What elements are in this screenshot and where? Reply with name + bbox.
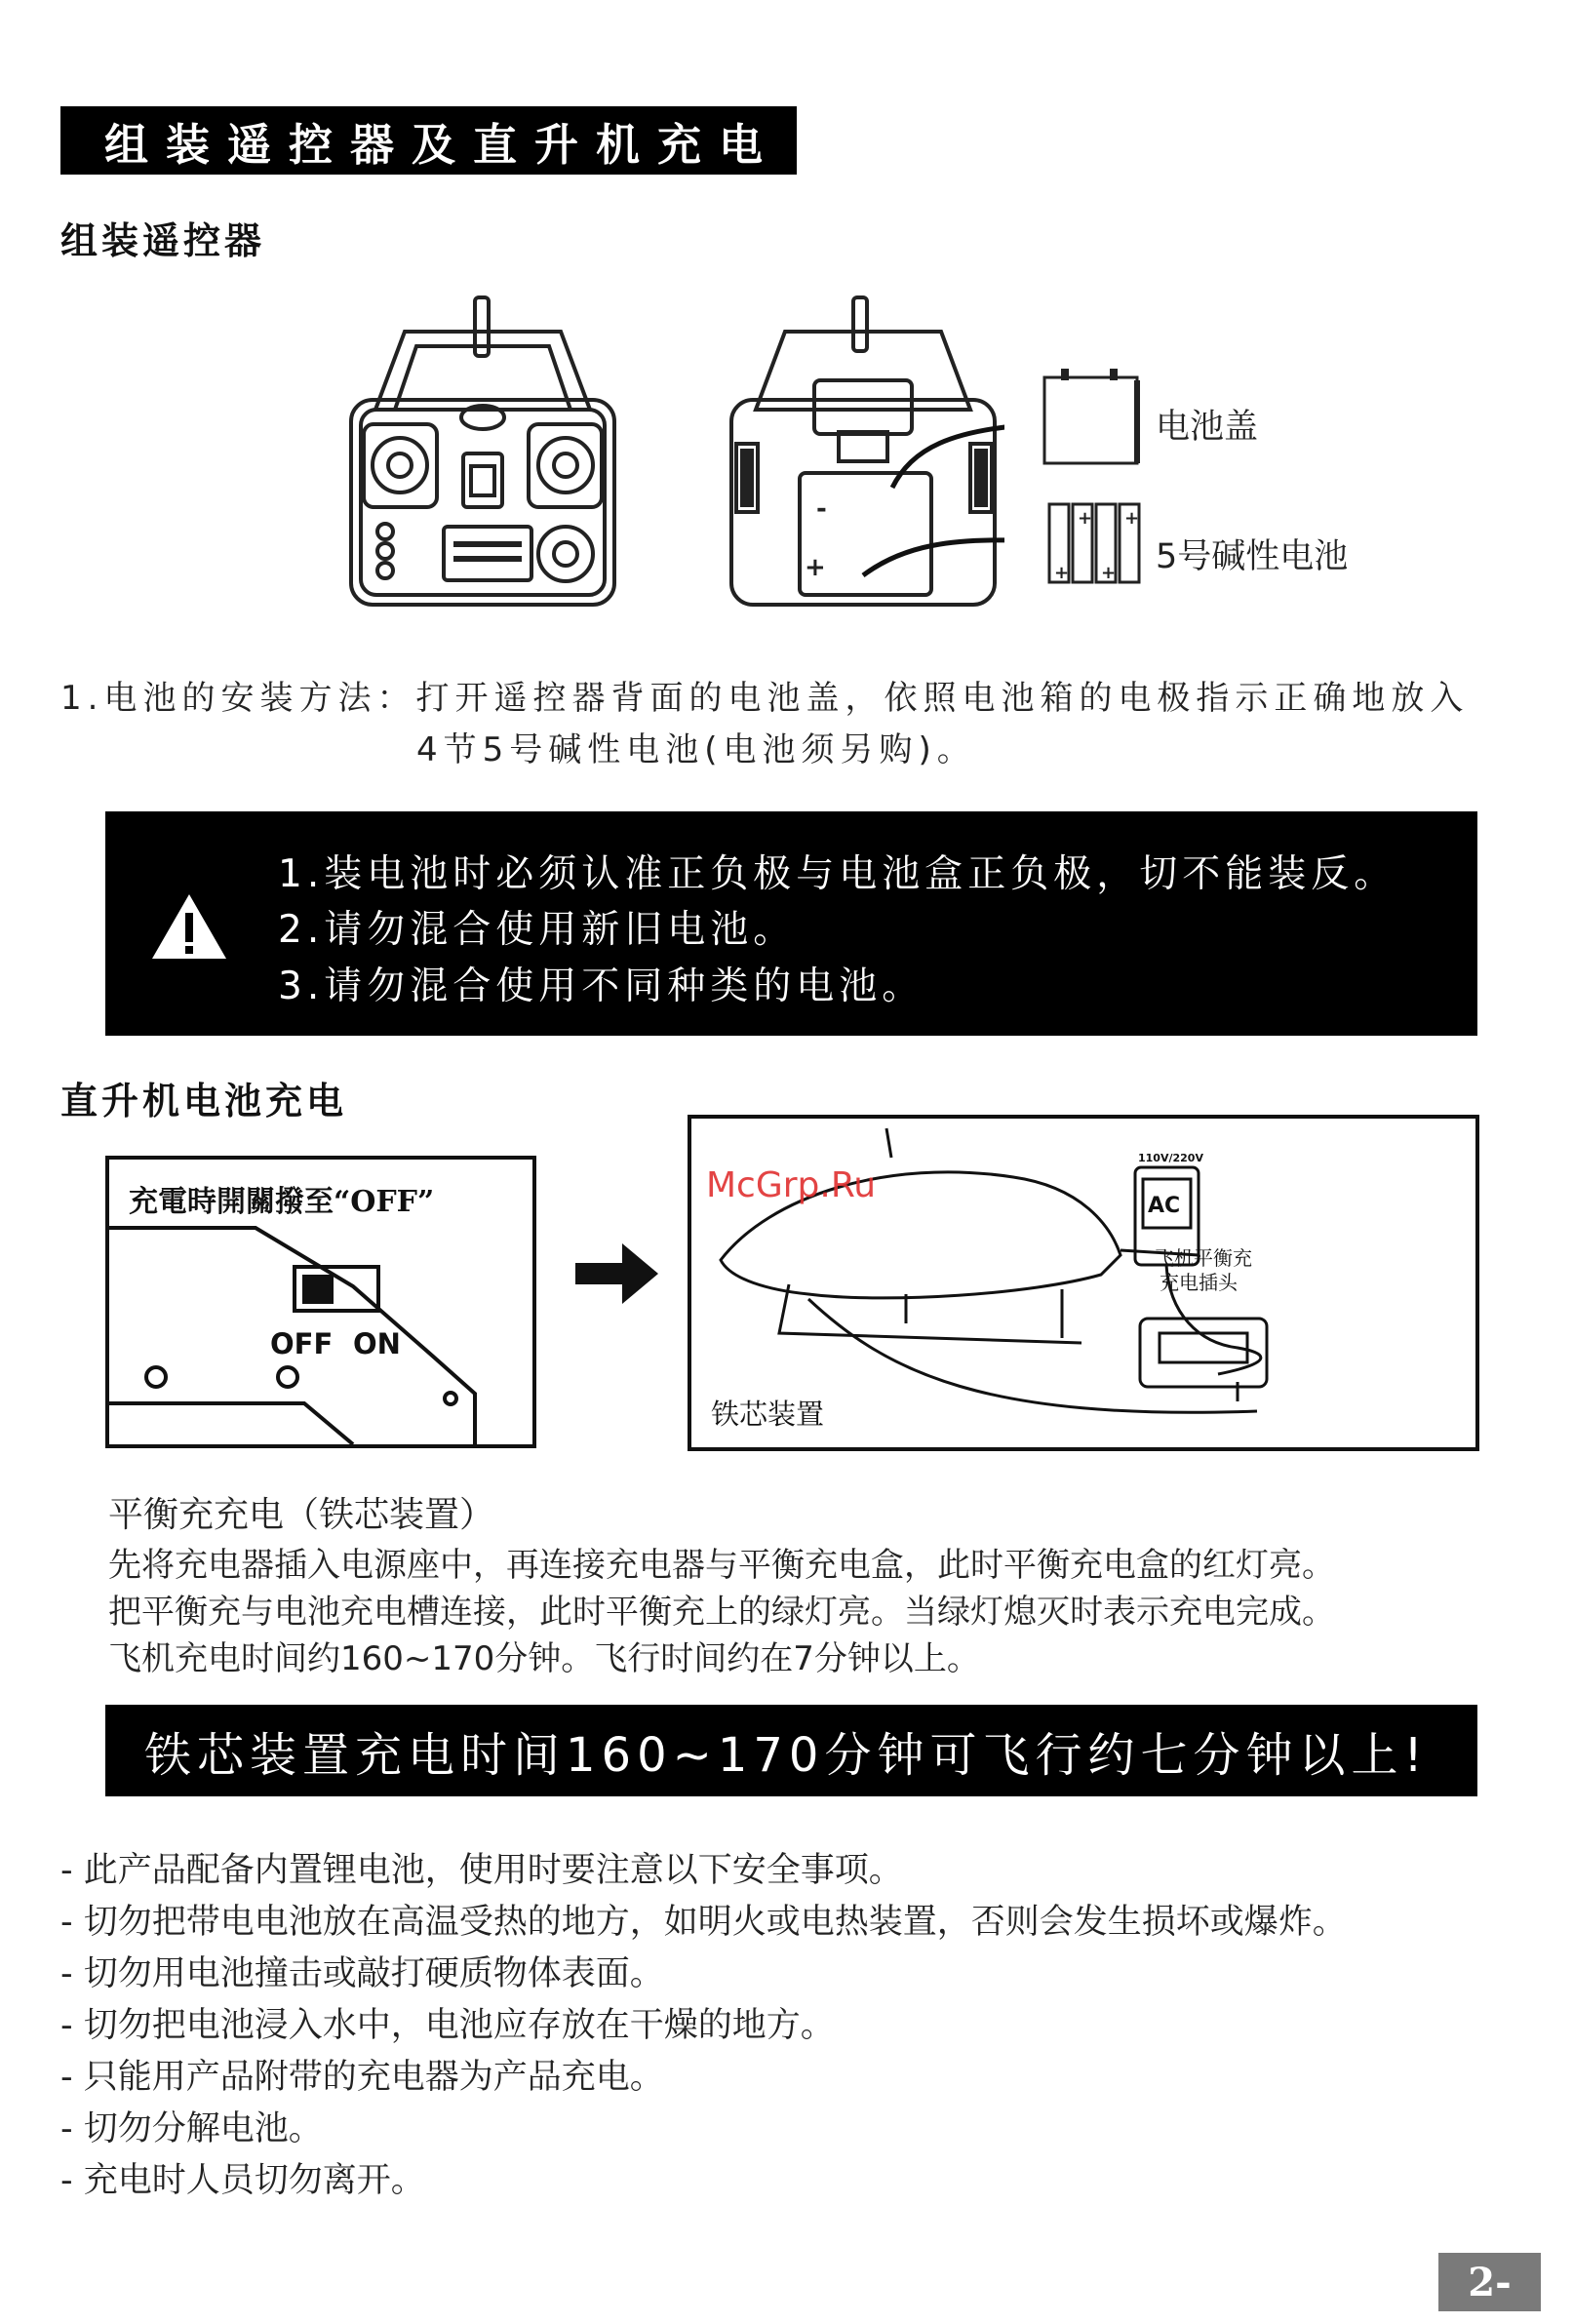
safety-item: - 充电时人员切勿离开。 [60,2161,425,2200]
switch-panel-drawing [109,1160,532,1444]
helicopter-charging-drawing [691,1119,1475,1447]
svg-text:-: - [816,494,827,524]
balance-charge-title: 平衡充充电（铁芯装置） [108,1495,495,1535]
aa-batteries-icon [1046,500,1144,588]
switch-panel-title: 充電時開關撥至“OFF” [129,1185,435,1219]
section-title-bar [60,106,797,175]
watermark-text: McGrp.Ru [706,1165,877,1205]
plug-label-line2: 充电插头 [1160,1271,1238,1294]
warning-triangle-icon [149,891,229,962]
safety-item: - 切勿把带电电池放在高温受热的地方，如明火或电热装置，否则会发生损坏或爆炸。 [60,1903,1347,1942]
balance-charge-line2: 把平衡充与电池充电槽连接，此时平衡充上的绿灯亮。当绿灯熄灭时表示充电完成。 [108,1593,1335,1632]
balance-charge-line1: 先将充电器插入电源座中，再连接充电器与平衡充电盒，此时平衡充电盒的红灯亮。 [108,1546,1335,1585]
warning-box [105,811,1477,1036]
warning-line-3: 3.请勿混合使用不同种类的电池。 [278,965,925,1008]
svg-text:+: + [1101,563,1117,583]
helicopter-charging-panel [688,1115,1479,1451]
safety-item: - 只能用产品附带的充电器为产品充电。 [60,2058,664,2097]
svg-text:+: + [1124,508,1140,529]
balance-charge-line3: 飞机充电时间约160~170分钟。飞行时间约在7分钟以上。 [108,1639,980,1678]
svg-text:+: + [805,553,826,582]
remote-back-illustration [727,293,1004,610]
plug-label-line1: 飞机平衡充 [1155,1246,1252,1270]
power-switch-panel [105,1156,536,1448]
remote-front-illustration [346,293,619,610]
step1-line1: 1.电池的安装方法：打开遥控器背面的电池盖，依照电池箱的电极指示正确地放入 [60,679,1470,718]
section-title: 组装遥控器及直升机充电 [104,118,781,171]
svg-text:+: + [1078,508,1093,529]
right-arrow-icon [575,1243,658,1304]
charge-time-highlight: 铁芯装置充电时间160~170分钟可飞行约七分钟以上! [144,1727,1429,1783]
charging-heading: 直升机电池充电 [60,1080,348,1123]
safety-item: - 此产品配备内置锂电池，使用时要注意以下安全事项。 [60,1851,903,1890]
battery-cover-icon [1042,366,1144,468]
svg-text:+: + [1054,563,1070,583]
ac-label: AC [1148,1194,1181,1218]
safety-item: - 切勿用电池撞击或敲打硬质物体表面。 [60,1954,664,1993]
warning-line-1: 1.装电池时必须认准正负极与电池盒正负极，切不能装反。 [278,852,1397,896]
page-number: 2- [1438,2253,1541,2311]
safety-item: - 切勿把电池浸入水中，电池应存放在干燥的地方。 [60,2006,835,2045]
off-label: OFF [270,1327,334,1360]
adapter-voltage-label: 110V/220V [1138,1152,1203,1164]
aa-battery-label: 5号碱性电池 [1156,537,1349,576]
battery-cover-label: 电池盖 [1156,408,1259,447]
assemble-heading: 组装遥控器 [60,219,266,262]
charge-time-highlight-bar [105,1705,1477,1796]
step1-line2: 4节5号碱性电池(电池须另购)。 [416,730,976,769]
on-label: ON [353,1327,401,1360]
warning-line-2: 2.请勿混合使用新旧电池。 [278,908,797,952]
safety-item: - 切勿分解电池。 [60,2109,323,2148]
iron-core-label: 铁芯装置 [711,1398,825,1431]
